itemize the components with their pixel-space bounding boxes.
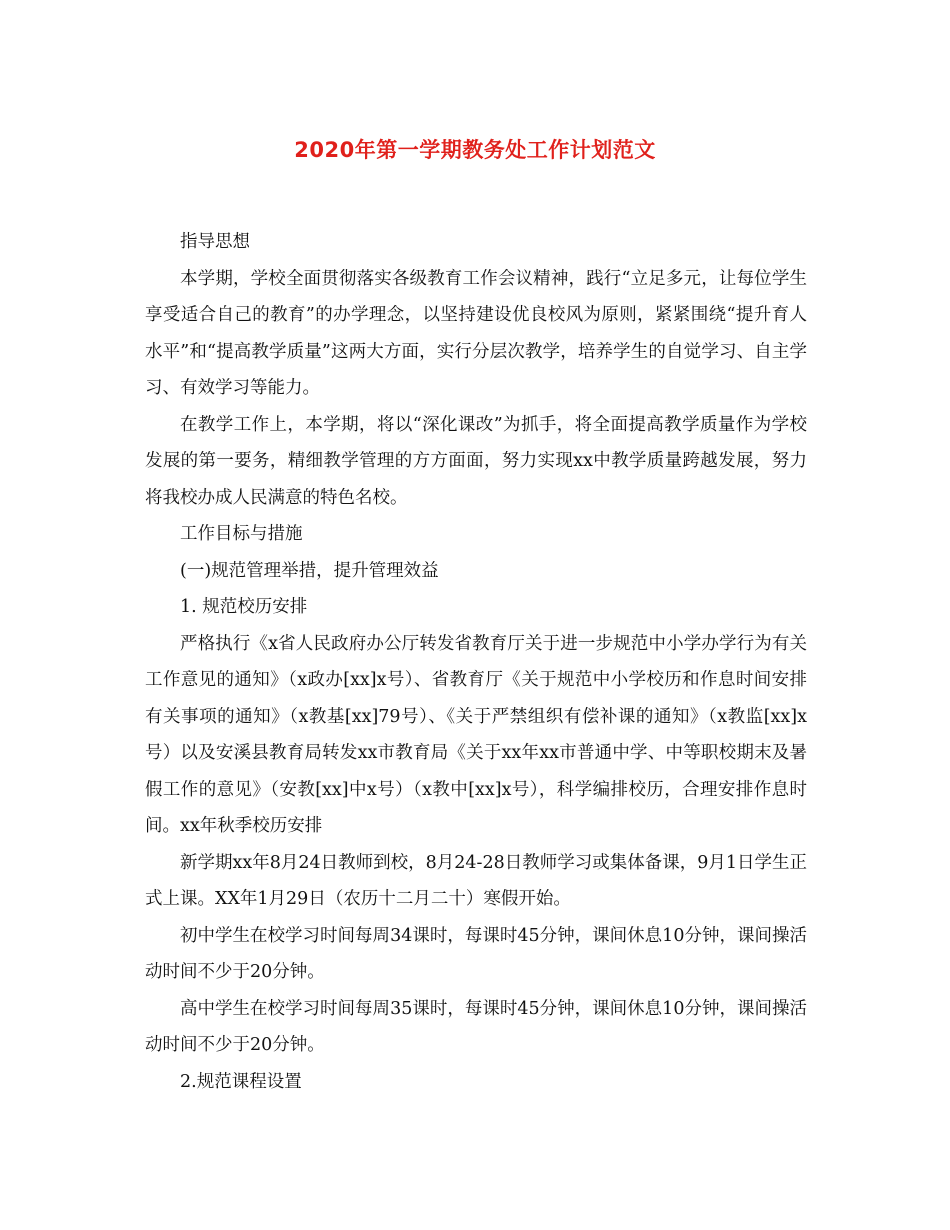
paragraph-teaching-work: 在教学工作上，本学期，将以“深化课改”为抓手，将全面提高教学质量作为学校发展的第一要务，精细教学管理的方方面面，努力实现xx中教学质量跨越发展，努力将我校办成人民满意的特色名校。 — [145, 414, 807, 508]
paragraph-semester-intro: 本学期，学校全面贯彻落实各级教育工作会议精神，践行“立足多元，让每位学生享受适合自己的教育”的办学理念，以坚持建设优良校风为原则，紧紧围绕“提升育人水平”和“提高教学质量”这两大方面，实行分层次教学，培养学生的自觉学习、自主学习、有效学习等能力。 — [145, 268, 807, 398]
paragraph-goals-heading: 工作目标与措施 — [180, 524, 303, 544]
paragraph-junior-schedule: 初中学生在校学习时间每周34课时，每课时45分钟，课间休息10分钟，课间操活动时间不少于20分钟。 — [145, 925, 807, 982]
document-body — [145, 224, 807, 1100]
paragraph-senior-schedule: 高中学生在校学习时间每周35课时，每课时45分钟，课间休息10分钟，课间操活动时间不少于20分钟。 — [145, 998, 807, 1055]
paragraph-guiding-ideology: 指导思想 — [180, 232, 250, 252]
paragraph-item-1-heading: 1. 规范校历安排 — [180, 597, 308, 617]
paragraph-item-2-heading: 2.规范课程设置 — [180, 1071, 302, 1092]
document-title: 2020年第一学期教务处工作计划范文 — [294, 138, 656, 162]
paragraph-section-one-heading: (一)规范管理举措，提升管理效益 — [180, 560, 439, 581]
paragraph-new-semester-dates: 新学期xx年8月24日教师到校，8月24-28日教师学习或集体备课，9月1日学生正式上课。XX年1月29日（农历十二月二十）寒假开始。 — [145, 852, 807, 909]
paragraph-calendar-regulations: 严格执行《x省人民政府办公厅转发省教育厅关于进一步规范中小学办学行为有关工作意见的通知》（x政办[xx]x号）、省教育厅《关于规范中小学校历和作息时间安排有关事项的通知》（x教基[xx]79号）、《关于严禁组织有偿补课的通知》（x教监[xx]x号）以及安溪县教育局转发xx市教育局《关于xx年xx市普通中学、中等职校期末及暑假工作的意见》（安教[xx]中x号）（x教中[xx]x号），科学编排校历，合理安排作息时间。xx年秋季校历安排 — [145, 633, 807, 836]
